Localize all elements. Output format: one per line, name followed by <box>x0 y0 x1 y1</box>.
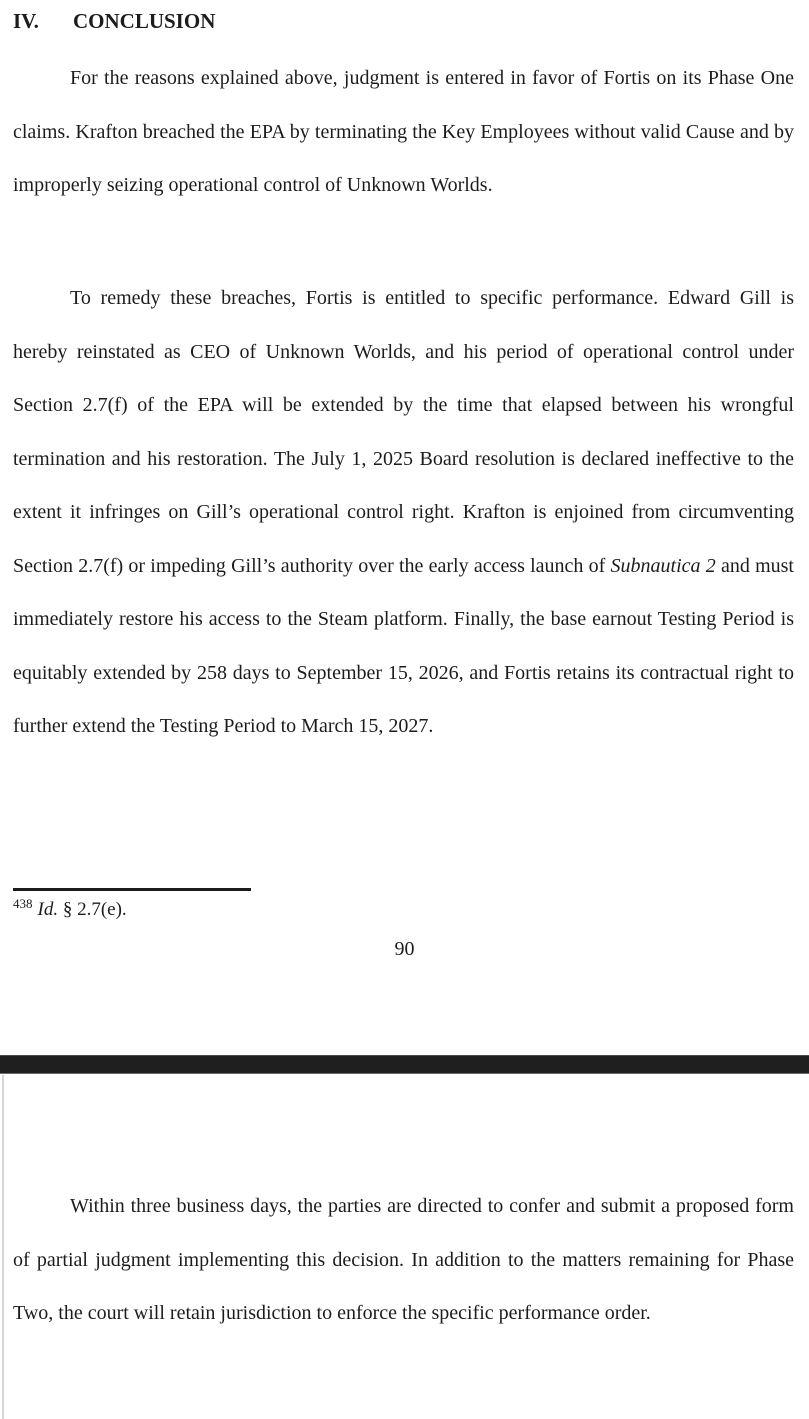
footnote-section-cite: § 2.7(e). <box>58 899 127 920</box>
game-title-italic: Subnautica 2 <box>610 554 716 577</box>
footnote-438 <box>13 897 127 923</box>
section-number: IV. <box>13 9 39 33</box>
footnote-separator-rule <box>13 888 251 891</box>
page-edge-shadow <box>2 1075 4 1419</box>
paragraph-remedy-text-2: and must immediately restore his access to the Steam platform. Finally, the base earnout Testing Period is equitably extended by 258 days to September 15, 2026, and Fortis retains its contractual right to further extend the Testing Period to March 15, 2027. <box>13 554 794 737</box>
footnote-marker: 438 <box>13 895 33 911</box>
page-number: 90 <box>394 938 415 960</box>
paragraph-remedy-text-1: To remedy these breaches, Fortis is entitled to specific performance. Edward Gill is hereby reinstated as CEO of Unknown Worlds, and his period of operational control under Section 2.7(f) of the EPA will be extended by the time that elapsed between his wrongful termination and his restoration. The July 1, 2025 Board resolution is declared ineffective to the extent it infringes on Gill’s operational control right. Krafton is enjoined from circumventing Section 2.7(f) or impeding Gill’s authority over the early access launch of <box>13 287 794 577</box>
paragraph-remedy <box>13 272 794 754</box>
page-divider-bar <box>0 1055 809 1074</box>
section-title: CONCLUSION <box>73 9 216 33</box>
paragraph-directive: Within three business days, the parties are directed to confer and submit a proposed form of partial judgment implementing this decision. In addition to the matters remaining for Phase Two, the court will retain jurisdiction to enforce the specific performance order. <box>13 1195 794 1324</box>
paragraph-judgment: For the reasons explained above, judgment is entered in favor of Fortis on its Phase One claims. Krafton breached the EPA by terminating the Key Employees without valid Cause and by improperly seizing operational control of Unknown Worlds. <box>13 67 794 196</box>
footnote-id-cite: Id. <box>37 899 59 920</box>
section-heading <box>13 8 215 34</box>
